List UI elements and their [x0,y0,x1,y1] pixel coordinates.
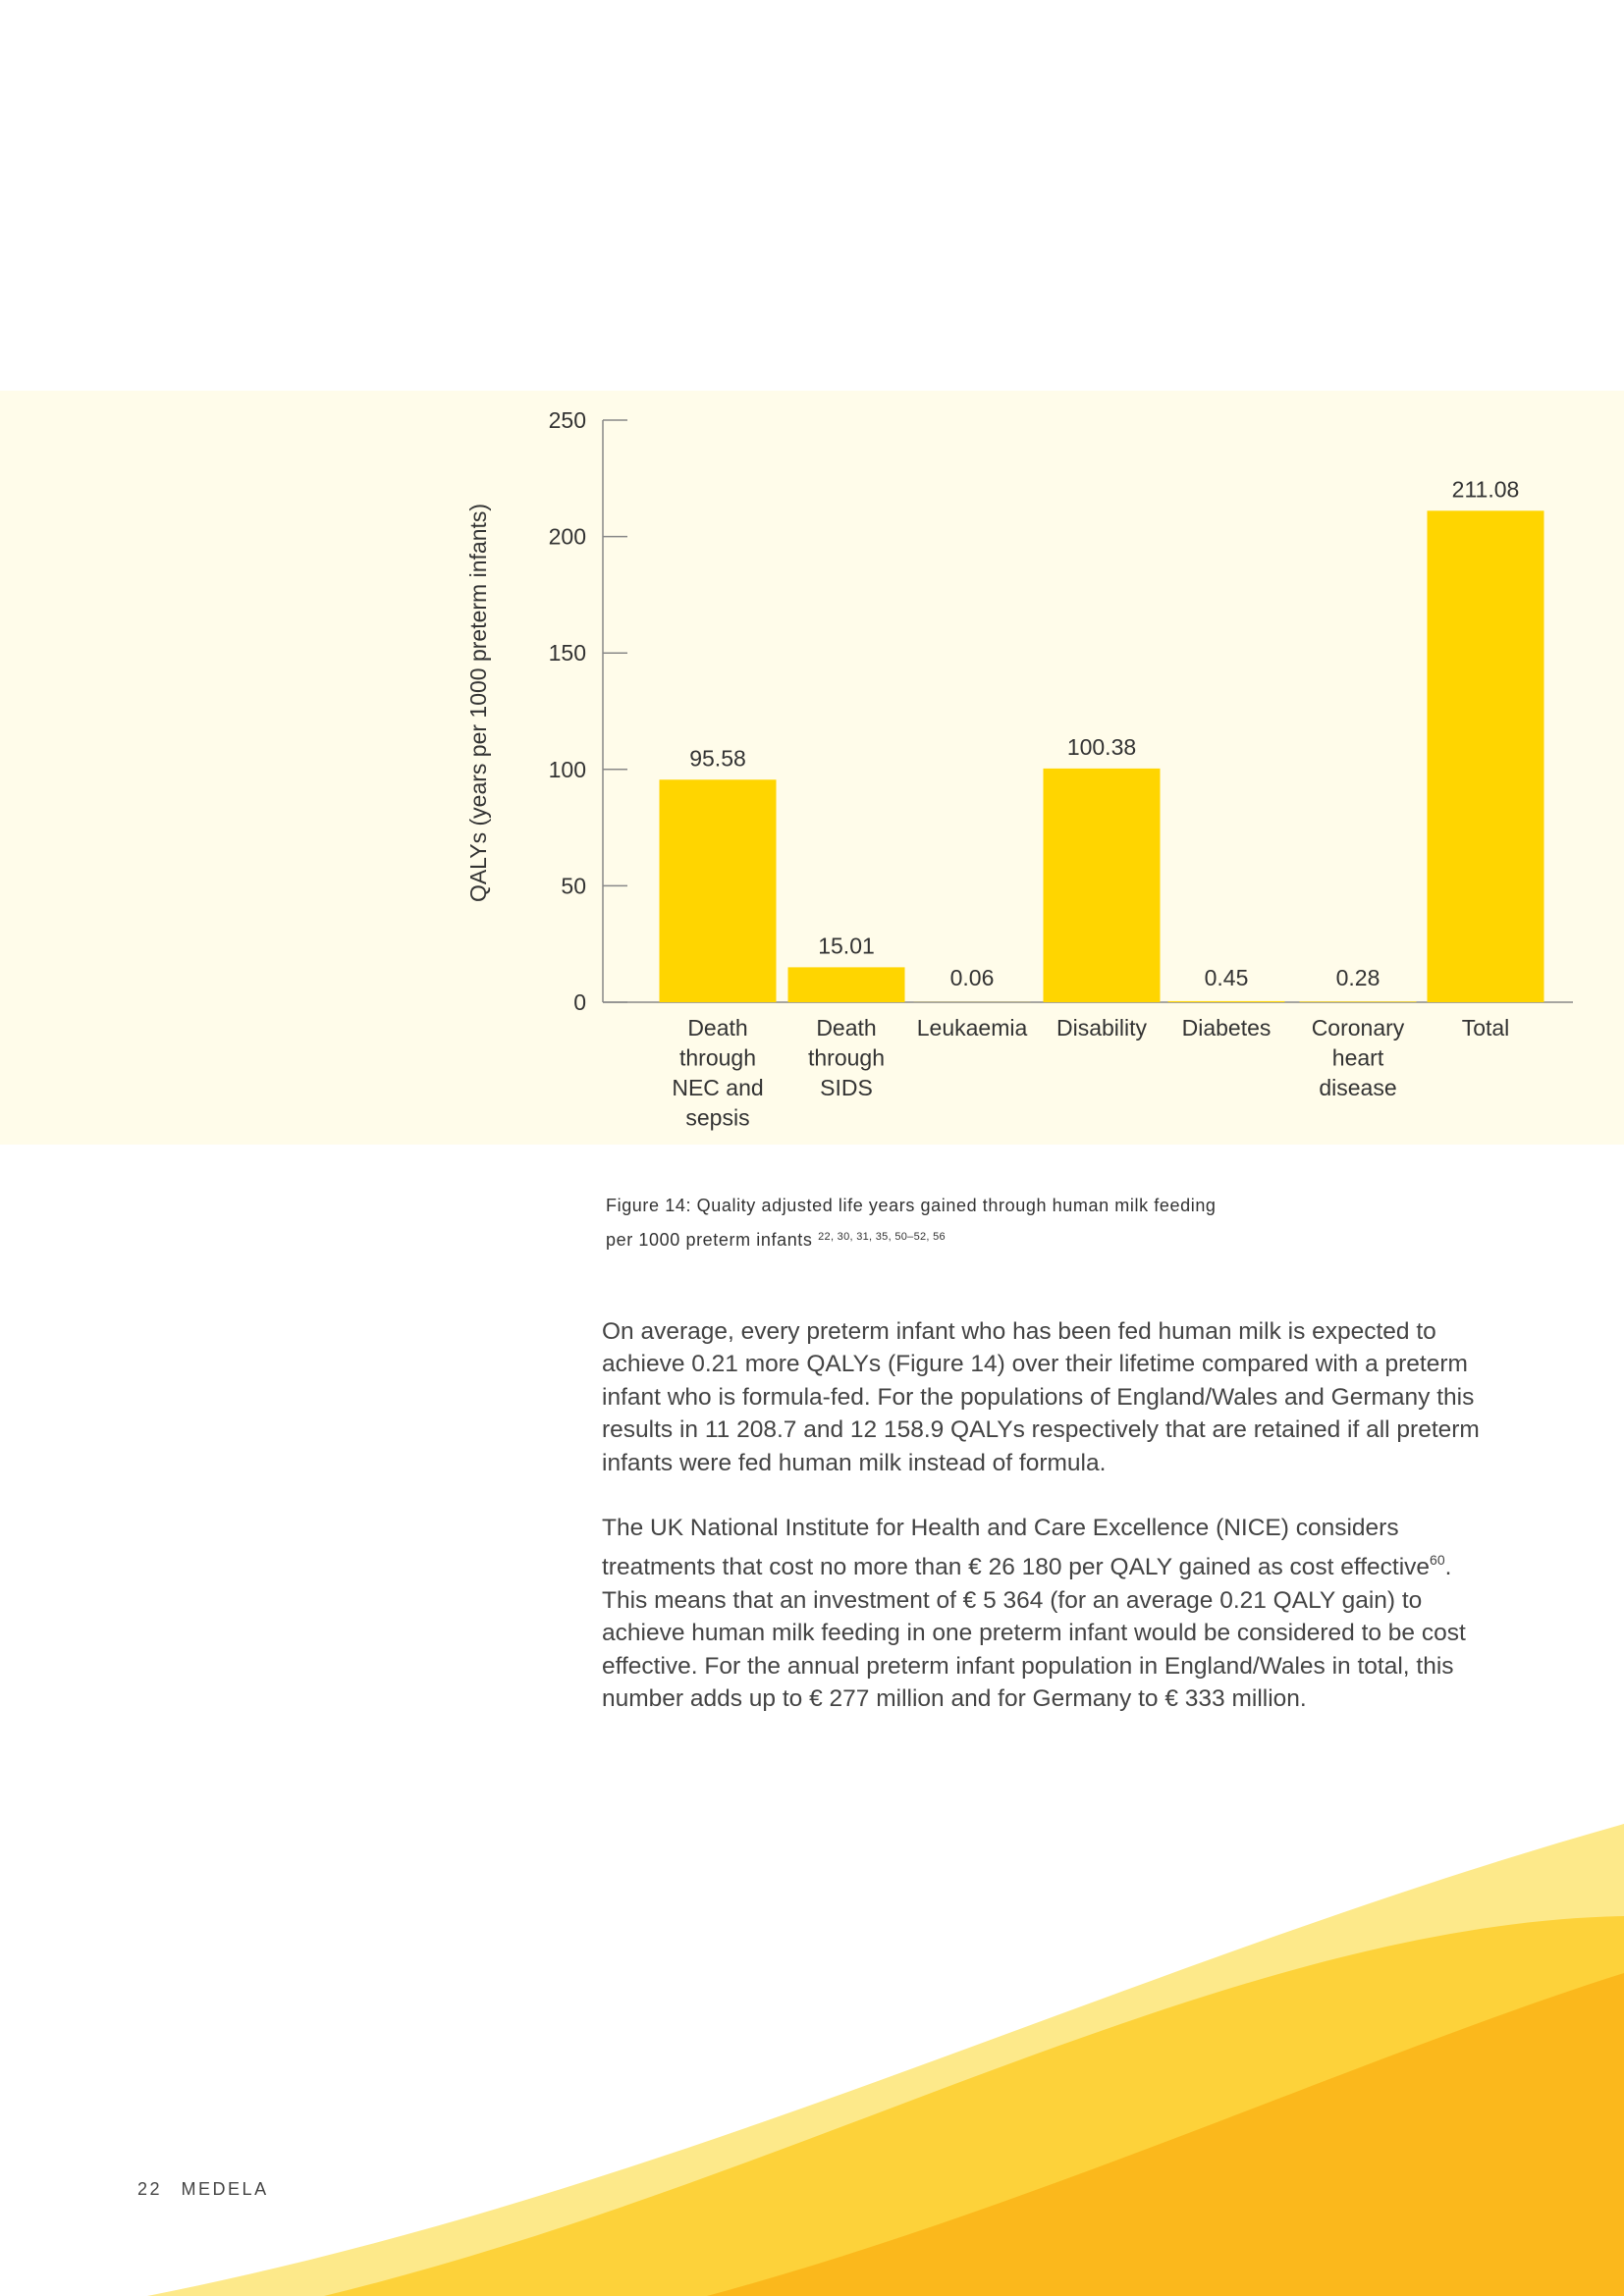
figure-caption [606,1190,1352,1255]
x-tick-label: SIDS [820,1075,873,1100]
page-footer [137,2179,269,2200]
bar [1300,1001,1417,1002]
page-number: 22 [137,2179,163,2199]
x-tick-label: Disability [1056,1015,1148,1041]
x-tick-label: Leukaemia [916,1015,1028,1041]
decorative-wave [0,1767,1624,2296]
x-tick-label: NEC and [672,1075,764,1100]
x-tick-label: through [678,1044,757,1071]
y-tick-label: 100 [548,756,586,782]
bar [1044,769,1161,1002]
paragraph-2-part-a: The UK National Institute for Health and Care Excellence (NICE) considers treatments that cost no more than € 26 180 per QALY gained as cost effective [602,1515,1431,1581]
y-tick-label: 250 [548,407,586,433]
data-label: 15.01 [818,933,875,959]
footer-brand: MEDELA [181,2179,269,2199]
data-label: 95.58 [689,745,746,772]
x-tick-label: disease [1319,1075,1397,1100]
data-label: 0.28 [1335,965,1380,990]
body-text [602,1315,1486,1747]
x-tick-label: heart [1331,1044,1384,1071]
data-label: 100.38 [1066,733,1137,760]
x-tick-label: through [807,1044,886,1071]
x-tick-label: Coronary [1311,1015,1405,1041]
paragraph-2 [602,1512,1486,1715]
y-tick-label: 150 [548,640,586,667]
y-tick-label: 200 [548,523,586,550]
x-tick-label: Death [816,1015,877,1041]
caption-line-1: Figure 14: Quality adjusted life years gained through human milk feeding [606,1196,1217,1215]
data-label: 0.45 [1204,965,1249,990]
y-tick-label: 0 [573,989,586,1015]
bar [660,779,777,1002]
caption-line-2 [606,1221,1352,1255]
paragraph-2-part-b: . This means that an investment of € 5 364 (for an average 0.21 QALY gain) to achieve human milk feeding in one preterm infant would be considered to be cost effective. For the annual preterm infant population in England/Wales in total, this number adds up to € 277 million and for Germany to € 333 million. [602,1554,1466,1713]
bar [788,967,905,1002]
data-label: 0.06 [949,965,995,990]
bar-chart [0,391,1624,1145]
x-tick-label: sepsis [685,1104,750,1131]
bar [1168,1001,1285,1002]
x-tick-label: Diabetes [1181,1015,1272,1041]
caption-references: 22, 30, 31, 35, 50–52, 56 [818,1231,946,1243]
y-tick-label: 50 [561,873,586,899]
paragraph-1: On average, every preterm infant who has been fed human milk is expected to achieve 0.21 more QALYs (Figure 14) over their lifetime compared with a preterm infant who is formula-fed. For the populations of England/Wales and Germany this results in 11 208.7 and 12 158.9 QALYs respectively that are retained if all preterm infants were fed human milk instead of formula. [602,1318,1480,1476]
bar [1428,510,1544,1002]
caption-line-2-text: per 1000 preterm infants [606,1230,813,1250]
x-tick-label: Death [687,1015,748,1041]
y-axis-title: QALYs (years per 1000 preterm infants) [465,503,491,903]
paragraph-2-reference: 60 [1430,1552,1445,1569]
data-label: 211.08 [1451,476,1520,503]
x-tick-label: Total [1461,1015,1510,1041]
